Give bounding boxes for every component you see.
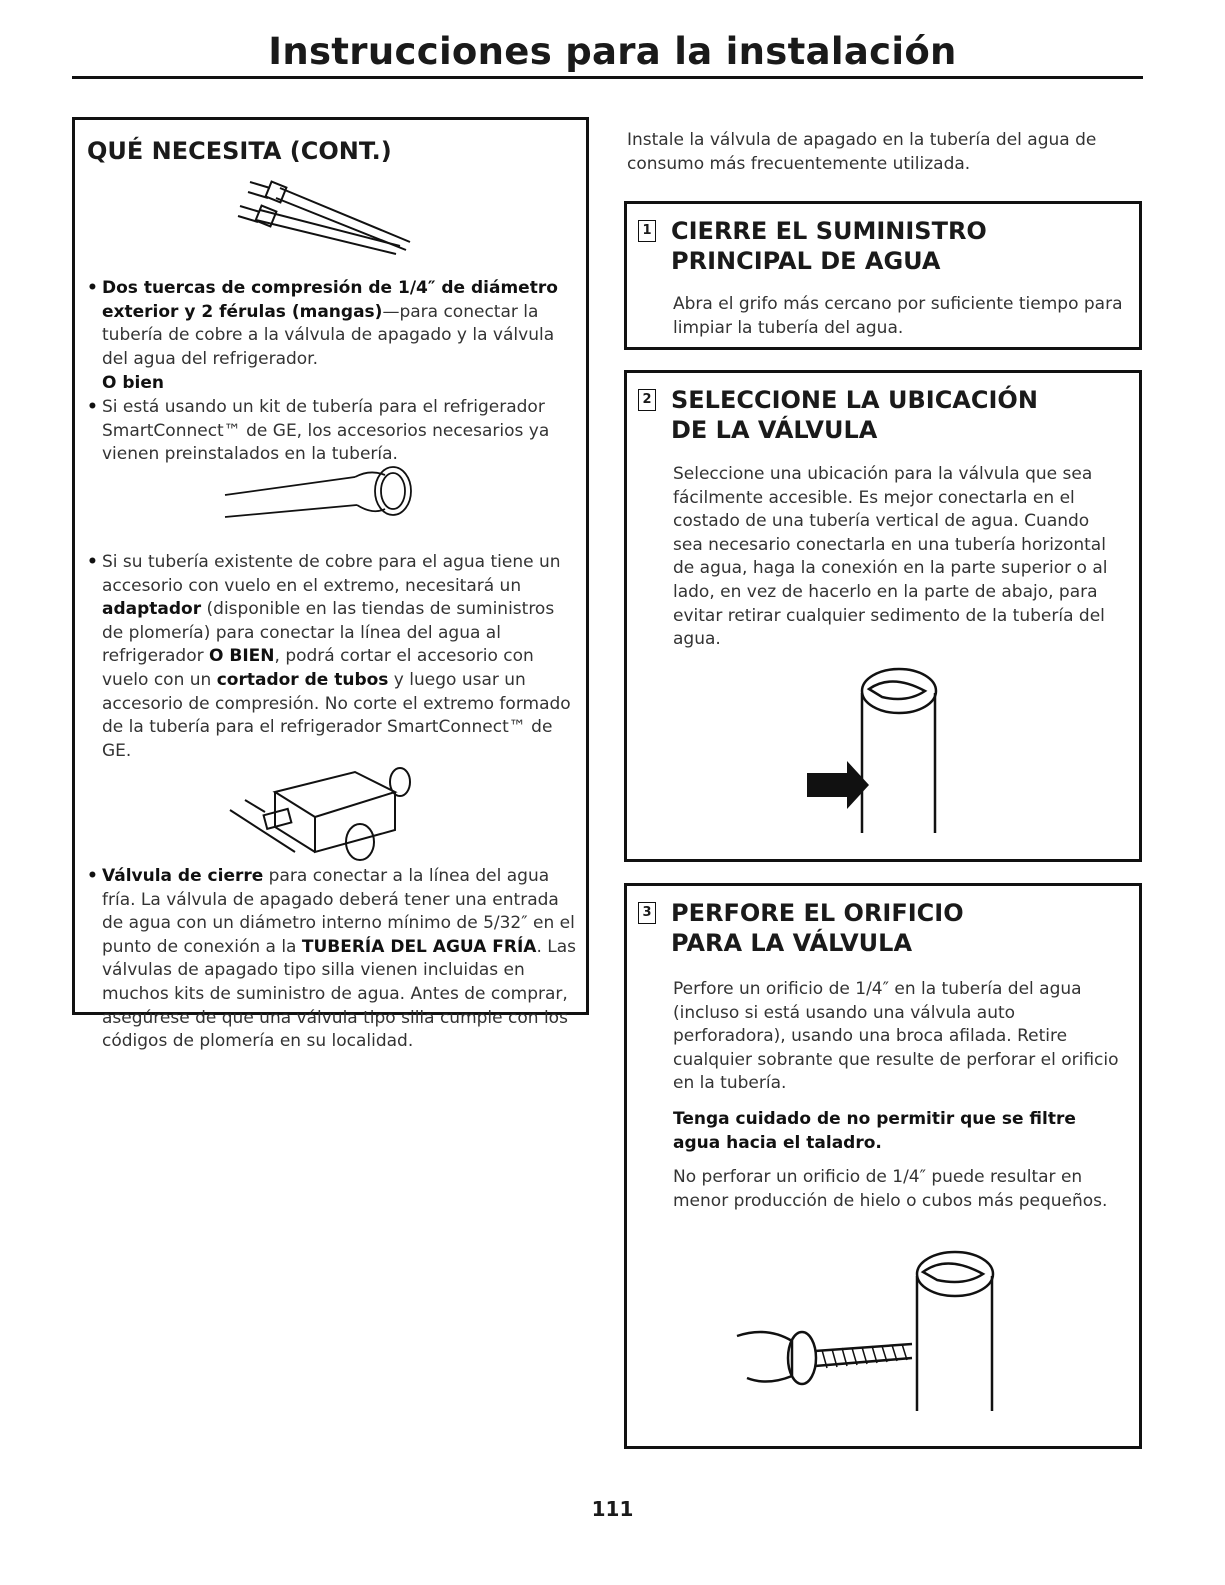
shutoff-valve-illustration: [225, 752, 425, 862]
item-text-e: , podrá cortar el accesorio con vuelo con un: [102, 646, 534, 690]
step-3-panel: [624, 883, 1142, 1449]
tube-cutter-term: cortador de tubos: [216, 669, 389, 690]
step-2-panel: [624, 370, 1142, 862]
flared-tube-illustration: [225, 465, 425, 535]
item-text-c: (disponible en las tiendas de suministros de plomería) para conectar la línea del agua al refrigerador: [102, 599, 555, 667]
step-title-line-2: DE LA VÁLVULA: [671, 416, 878, 444]
step-body: Abra el grifo más cercano por suficiente tiempo para limpiar la tubería del agua.: [673, 294, 1123, 338]
item-text-a: Si su tubería existente de cobre para el agua tiene un accesorio con vuelo en el extremo, necesitará un: [102, 552, 561, 596]
valve-term: Válvula de cierre: [102, 866, 264, 886]
drill-pipe-illustration: [737, 1246, 1007, 1426]
item-text-a: para conectar a la línea del agua fría. La válvula de apagado deberá tener una entrada de agua con un diámetro interno mínimo de 5/32″ en el punto de conexión a la: [102, 866, 575, 957]
cold-water-term: TUBERÍA DEL AGUA FRÍA: [301, 936, 537, 957]
step-title-line-2: PRINCIPAL DE AGUA: [671, 247, 941, 275]
list-item-compression-nuts: • Dos tuercas de compresión de 1/4″ de diámetro exterior y 2 férulas (mangas)—para conectar la tubería de cobre a la válvula de apagado y la válvula del agua del refrigerador.: [87, 278, 558, 369]
item-bold-text: Dos tuercas de compresión de 1/4″ de diámetro exterior y 2 férulas (mangas): [102, 278, 558, 322]
vertical-pipe-arrow-illustration: [807, 663, 947, 843]
step-number-badge: 1: [638, 220, 656, 242]
panel-heading: QUÉ NECESITA (CONT.): [87, 137, 392, 165]
step-title-line-2: PARA LA VÁLVULA: [671, 929, 913, 957]
what-you-need-panel: [72, 117, 589, 1052]
step-body: Perfore un orificio de 1/4″ en la tubería del agua (incluso si está usando una válvula auto perforadora), usando una broca afilada. Retire cualquier sobrante que resulte de perforar el orificio en la tubería.: [673, 979, 1119, 1094]
step-title: [671, 216, 987, 276]
step-title: [671, 385, 1038, 445]
item-text: Si está usando un kit de tubería para el refrigerador SmartConnect™ de GE, los accesorios necesarios ya vienen preinstalados en la tubería.: [102, 397, 550, 465]
step-title-line-1: SELECCIONE LA UBICACIÓN: [671, 386, 1038, 414]
compression-nuts-illustration: [240, 180, 420, 255]
list-item-shutoff-valve: • Válvula de cierre para conectar a la línea del agua fría. La válvula de apagado deberá tener una entrada de agua con un diámetro interno mínimo de 5/32″ en el punto de conexión a la TUBERÍA DEL AGUA FRÍA. Las válvulas de apagado tipo silla vienen incluidas en muchos kits de suministro de agua. Antes de comprar, asegúrese de que una válvula tipo silla cumple con los códigos de plomería en su localidad.: [87, 866, 577, 1052]
step-number-badge: 2: [638, 389, 656, 411]
or-term: O BIEN: [209, 646, 275, 667]
list-item-smartconnect-kit: • Si está usando un kit de tubería para el refrigerador SmartConnect™ de GE, los accesorios necesarios ya vienen preinstalados en la tubería.: [87, 397, 550, 465]
page-title: Instrucciones para la instalación: [268, 30, 957, 73]
list-item-flared-fitting: • Si su tubería existente de cobre para el agua tiene un accesorio con vuelo en el extremo, necesitará un adaptador (disponible en las tiendas de suministros de plomería) para conectar la línea del agua al refrigerador O BIEN, podrá cortar el accesorio con vuelo con un cortador de tubos y luego usar un accesorio de compresión. No corte el extremo formado de la tubería para el refrigerador SmartConnect™ de GE.: [87, 552, 571, 761]
item-text-g: y luego usar un accesorio de compresión. No corte el extremo formado de la tubería para el refrigerador SmartConnect™ de GE.: [102, 669, 571, 761]
step-title-line-1: PERFORE EL ORIFICIO: [671, 899, 964, 927]
adapter-term: adaptador: [102, 599, 202, 620]
or-label: O bien: [102, 373, 164, 393]
step-body: Seleccione una ubicación para la válvula que sea fácilmente accesible. Es mejor conectarla en el costado de una tubería vertical de agua. Cuando sea necesario conectarla en una tubería horizontal de agua, haga la conexión en la parte superior o al lado, en vez de hacerlo en la parte de abajo, para evitar retirar cualquier sedimento de la tubería del agua.: [673, 464, 1108, 650]
intro-text: Instale la válvula de apagado en la tubería del agua de consumo más frecuentemente utilizada.: [627, 130, 1097, 174]
step-warning: Tenga cuidado de no permitir que se filtre agua hacia el taladro.: [673, 1109, 1076, 1153]
item-text: —para conectar la tubería de cobre a la válvula de apagado y la válvula del agua del refrigerador.: [102, 301, 555, 369]
step-title-line-1: CIERRE EL SUMINISTRO: [671, 217, 987, 245]
step-number-badge: 3: [638, 902, 656, 924]
step-title: [671, 898, 964, 958]
page-number: 111: [591, 1497, 634, 1521]
title-underline: [72, 76, 1143, 79]
step-note: No perforar un orificio de 1/4″ puede resultar en menor producción de hielo o cubos más pequeños.: [673, 1167, 1108, 1211]
step-1-panel: [624, 201, 1142, 350]
item-text-c: . Las válvulas de apagado tipo silla vienen incluidas en muchos kits de suministro de agua. Antes de comprar, asegúrese de que una válvula tipo silla cumple con los códigos de plomería en su localidad.: [102, 936, 577, 1052]
